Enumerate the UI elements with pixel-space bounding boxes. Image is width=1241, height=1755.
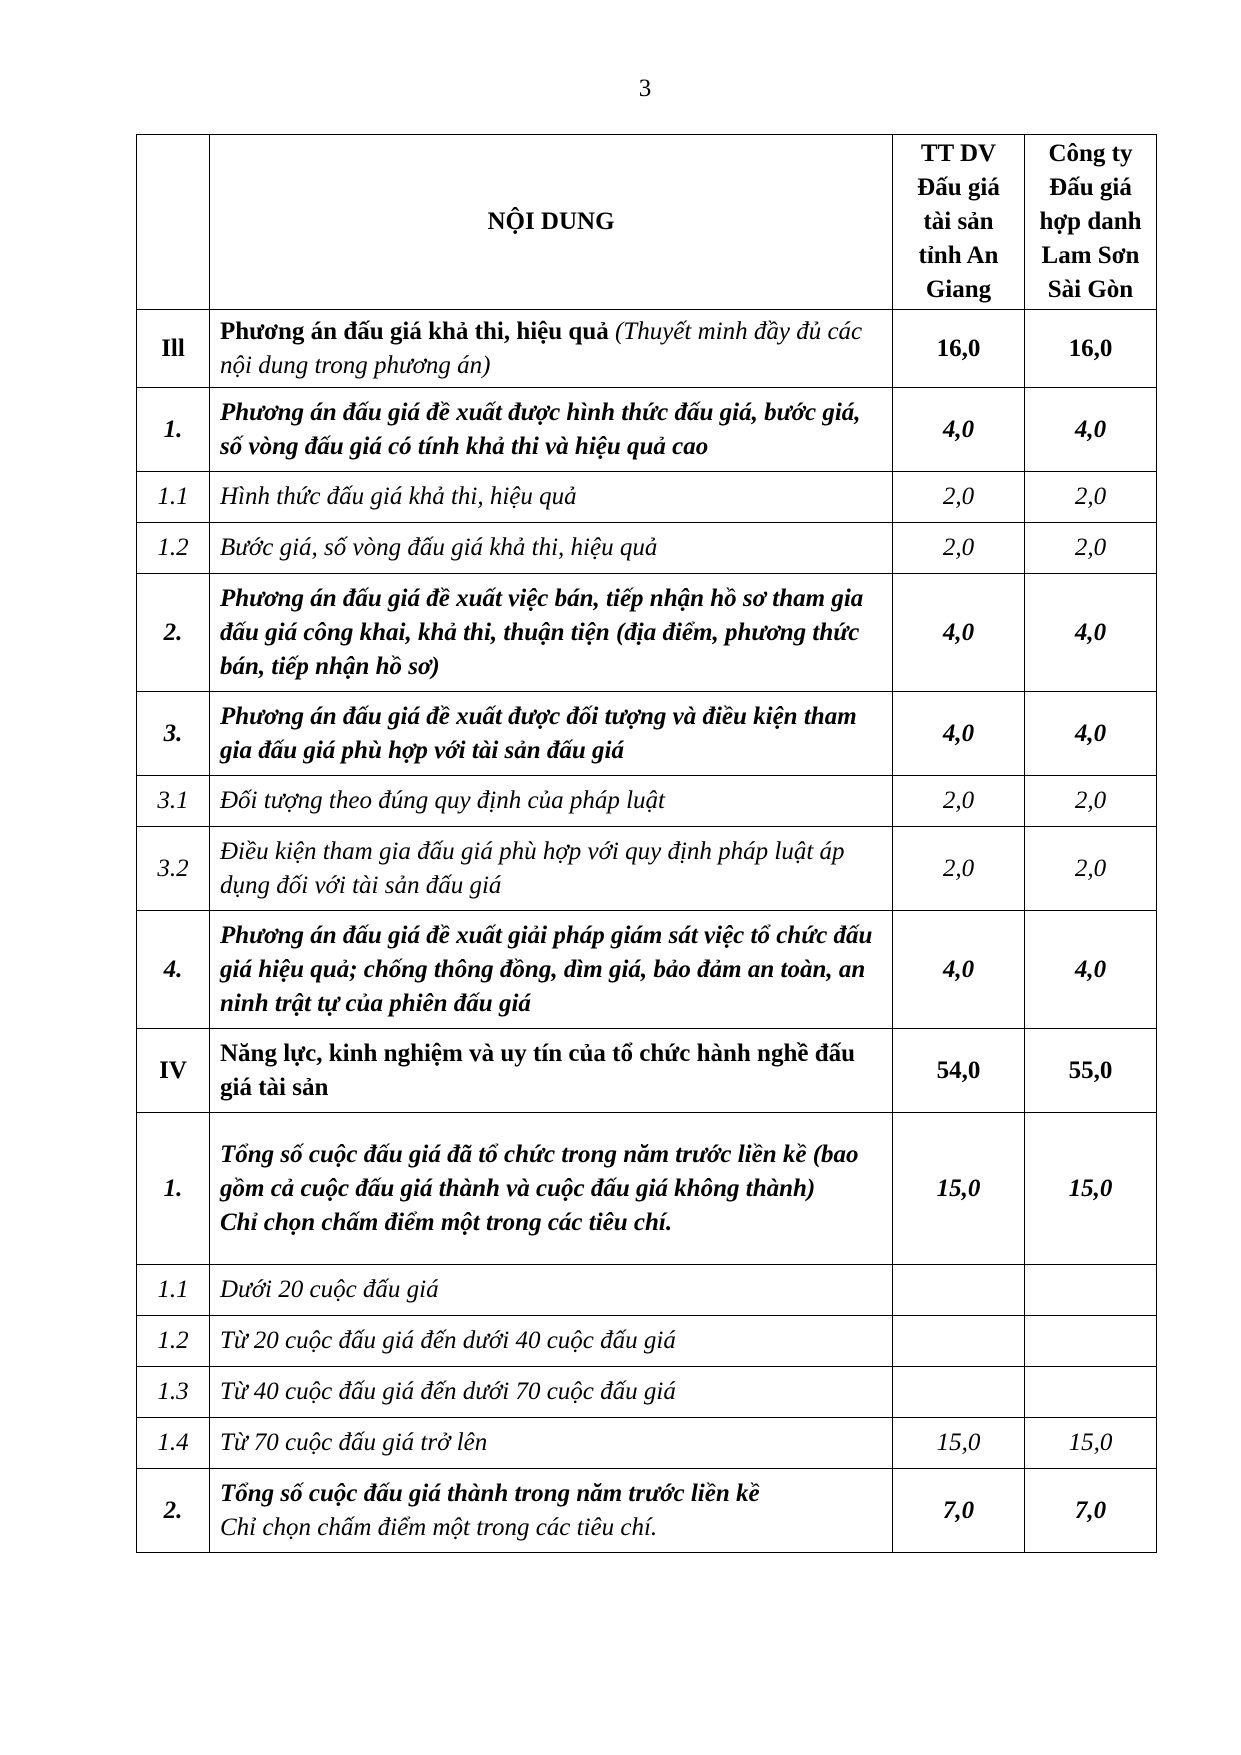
- table-row: [137, 911, 1157, 1029]
- row-note: Chỉ chọn chấm điểm một trong các tiêu chí.: [220, 1513, 658, 1541]
- table-row: [137, 1029, 1157, 1113]
- score-org-a: 2,0: [893, 523, 1025, 574]
- score-org-b: 7,0: [1025, 1469, 1157, 1553]
- score-org-b: 16,0: [1025, 310, 1157, 388]
- row-content: Từ 20 cuộc đấu giá đến dưới 40 cuộc đấu giá: [210, 1316, 893, 1367]
- table-row: [137, 1316, 1157, 1367]
- score-org-b: 2,0: [1025, 776, 1157, 827]
- score-org-b: 15,0: [1025, 1113, 1157, 1265]
- table-row: [137, 1418, 1157, 1469]
- row-number: 2.: [137, 1469, 210, 1553]
- row-content: Phương án đấu giá đề xuất việc bán, tiếp nhận hồ sơ tham gia đấu giá công khai, khả thi, thuận tiện (địa điểm, phương thức bán, tiếp nhận hồ sơ): [210, 574, 893, 692]
- score-org-b: 4,0: [1025, 692, 1157, 776]
- score-org-a: 15,0: [893, 1113, 1025, 1265]
- header-content: NỘI DUNG: [210, 135, 893, 310]
- table-row: [137, 523, 1157, 574]
- score-org-b: 55,0: [1025, 1029, 1157, 1113]
- score-org-b: 15,0: [1025, 1418, 1157, 1469]
- row-content: Điều kiện tham gia đấu giá phù hợp với quy định pháp luật áp dụng đối với tài sản đấu giá: [210, 827, 893, 911]
- score-org-b: 2,0: [1025, 827, 1157, 911]
- score-org-a: 54,0: [893, 1029, 1025, 1113]
- row-number: Ill: [137, 310, 210, 388]
- row-content: Bước giá, số vòng đấu giá khả thi, hiệu quả: [210, 523, 893, 574]
- table-row: [137, 310, 1157, 388]
- page-number: 3: [638, 75, 652, 102]
- row-content: Phương án đấu giá đề xuất giải pháp giám sát việc tổ chức đấu giá hiệu quả; chống thông đồng, dìm giá, bảo đảm an toàn, an ninh trật tự của phiên đấu giá: [210, 911, 893, 1029]
- table-row: [137, 692, 1157, 776]
- table-row: [137, 827, 1157, 911]
- score-org-a: 2,0: [893, 827, 1025, 911]
- row-content: [210, 1469, 893, 1553]
- row-number: 3.1: [137, 776, 210, 827]
- table-row: [137, 574, 1157, 692]
- score-org-b: [1025, 1367, 1157, 1418]
- row-number: 3.: [137, 692, 210, 776]
- row-note: (Thuyết minh đầy đủ các nội dung trong phương án): [220, 317, 863, 379]
- score-org-b: 4,0: [1025, 911, 1157, 1029]
- row-title: Phương án đấu giá khả thi, hiệu quả: [220, 317, 609, 345]
- row-content: Từ 40 cuộc đấu giá đến dưới 70 cuộc đấu giá: [210, 1367, 893, 1418]
- header-org-b: Công ty Đấu giá hợp danh Lam Sơn Sài Gòn: [1025, 135, 1157, 310]
- score-org-a: 2,0: [893, 472, 1025, 523]
- score-org-a: 15,0: [893, 1418, 1025, 1469]
- score-org-a: 4,0: [893, 574, 1025, 692]
- score-org-b: 4,0: [1025, 574, 1157, 692]
- row-number: 1.1: [137, 1265, 210, 1316]
- row-content: [210, 310, 893, 388]
- header-org-a: TT DV Đấu giá tài sản tỉnh An Giang: [893, 135, 1025, 310]
- row-number: 1.2: [137, 1316, 210, 1367]
- table-row: [137, 1367, 1157, 1418]
- row-number: 3.2: [137, 827, 210, 911]
- header-number-cell: [137, 135, 210, 310]
- row-content: Hình thức đấu giá khả thi, hiệu quả: [210, 472, 893, 523]
- score-org-b: 2,0: [1025, 523, 1157, 574]
- row-content: Phương án đấu giá đề xuất được hình thức đấu giá, bước giá, số vòng đấu giá có tính khả thi và hiệu quả cao: [210, 388, 893, 472]
- row-number: 1.3: [137, 1367, 210, 1418]
- row-number: 4.: [137, 911, 210, 1029]
- table-row: [137, 1113, 1157, 1265]
- row-content: Dưới 20 cuộc đấu giá: [210, 1265, 893, 1316]
- row-number: 2.: [137, 574, 210, 692]
- row-number: IV: [137, 1029, 210, 1113]
- row-number: 1.: [137, 388, 210, 472]
- score-org-a: [893, 1367, 1025, 1418]
- table-row: [137, 1469, 1157, 1553]
- row-title: Tổng số cuộc đấu giá thành trong năm trước liền kề: [220, 1479, 760, 1507]
- table-row: [137, 1265, 1157, 1316]
- score-org-b: 2,0: [1025, 472, 1157, 523]
- score-org-b: [1025, 1316, 1157, 1367]
- row-number: 1.2: [137, 523, 210, 574]
- table-header-row: [137, 135, 1157, 310]
- row-content: Đối tượng theo đúng quy định của pháp luật: [210, 776, 893, 827]
- row-number: 1.4: [137, 1418, 210, 1469]
- table-row: [137, 472, 1157, 523]
- score-org-a: 16,0: [893, 310, 1025, 388]
- score-org-a: [893, 1265, 1025, 1316]
- score-org-a: 4,0: [893, 388, 1025, 472]
- row-number: 1.: [137, 1113, 210, 1265]
- score-org-b: 4,0: [1025, 388, 1157, 472]
- table-row: [137, 388, 1157, 472]
- score-org-a: 4,0: [893, 911, 1025, 1029]
- score-org-a: 7,0: [893, 1469, 1025, 1553]
- scoring-table: [136, 134, 1157, 1553]
- row-content: Phương án đấu giá đề xuất được đối tượng và điều kiện tham gia đấu giá phù hợp với tài sản đấu giá: [210, 692, 893, 776]
- score-org-a: 4,0: [893, 692, 1025, 776]
- row-number: 1.1: [137, 472, 210, 523]
- row-content: Năng lực, kinh nghiệm và uy tín của tổ chức hành nghề đấu giá tài sản: [210, 1029, 893, 1113]
- score-org-a: [893, 1316, 1025, 1367]
- row-content: Từ 70 cuộc đấu giá trở lên: [210, 1418, 893, 1469]
- row-content: Tổng số cuộc đấu giá đã tổ chức trong năm trước liền kề (bao gồm cả cuộc đấu giá thành và cuộc đấu giá không thành) Chỉ chọn chấm điểm một trong các tiêu chí.: [210, 1113, 893, 1265]
- score-org-b: [1025, 1265, 1157, 1316]
- score-org-a: 2,0: [893, 776, 1025, 827]
- table-row: [137, 776, 1157, 827]
